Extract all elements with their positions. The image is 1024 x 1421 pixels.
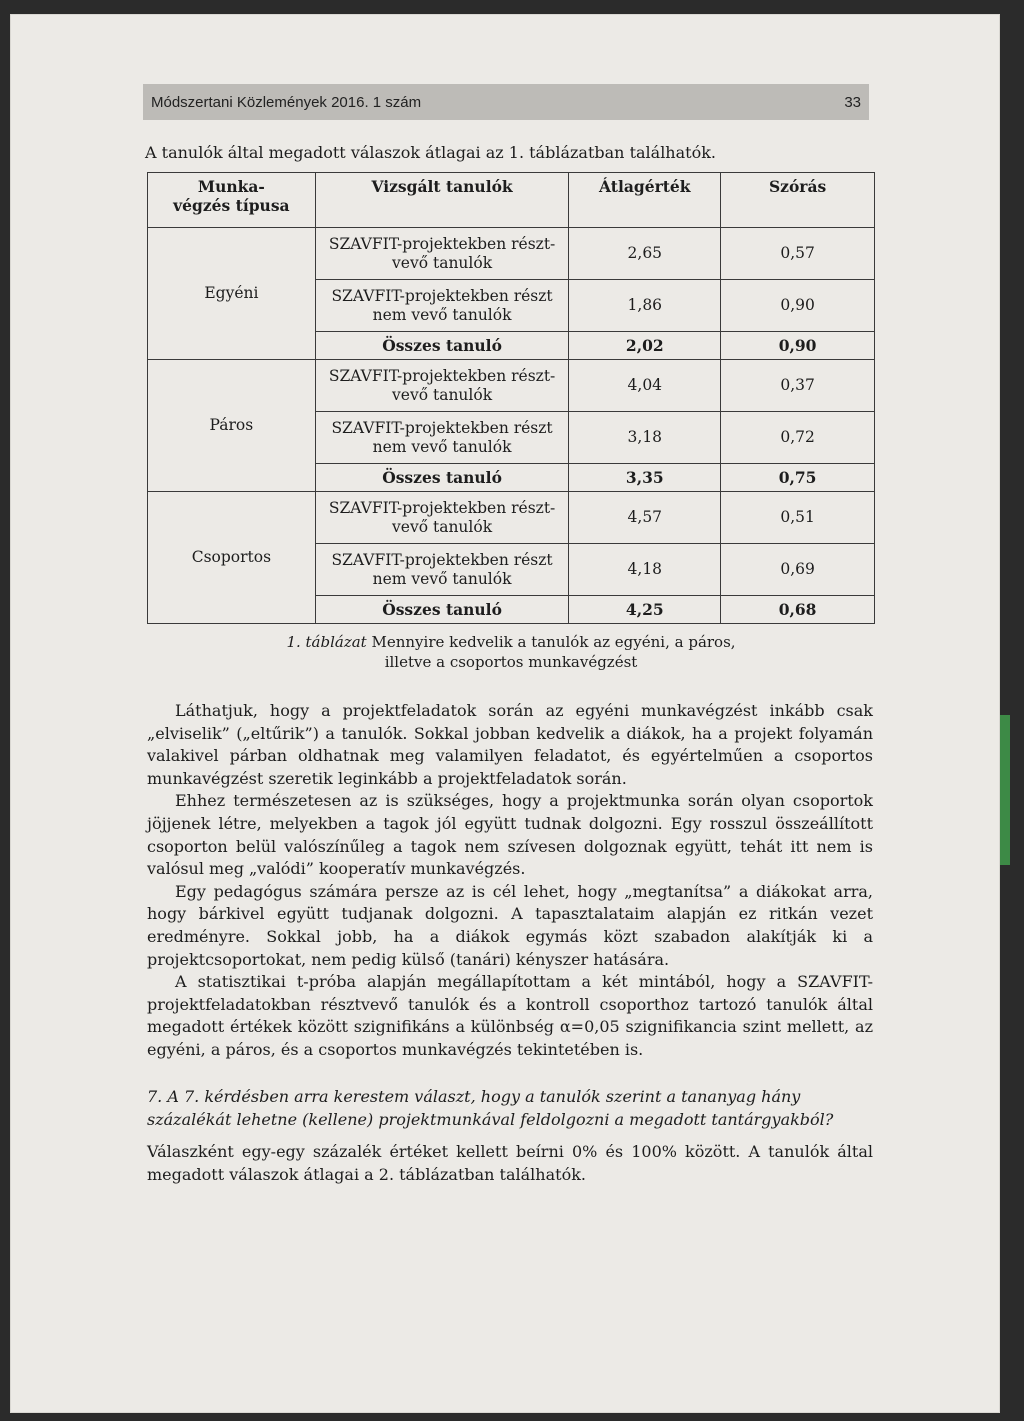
running-header [143, 84, 869, 120]
caption-label: 1. táblázat [286, 633, 367, 651]
caption-text: Mennyire kedvelik a tanulók az egyéni, a páros, [366, 633, 736, 651]
body-text [147, 700, 873, 1062]
total-label-cell: Összes tanuló [315, 332, 569, 360]
table-row [148, 492, 875, 544]
header-students: Vizsgált tanulók [315, 173, 569, 228]
answer-paragraph: Válaszként egy-egy százalék értéket kellett beírni 0% és 100% között. A tanulók által megadott válaszok átlagai a 2. táblázatban találhatók. [147, 1142, 873, 1184]
header-mean: Átlagérték [569, 173, 721, 228]
total-mean-cell: 2,02 [569, 332, 721, 360]
total-label-cell: Összes tanuló [315, 464, 569, 492]
sd-cell: 0,72 [721, 412, 875, 464]
caption-line-1 [147, 632, 875, 652]
caption-line-2: illetve a csoportos munkavégzést [384, 653, 638, 671]
total-sd-cell: 0,90 [721, 332, 875, 360]
work-type-cell: Egyéni [148, 228, 316, 360]
students-cell: SZAVFIT-projektekben részt nem vevő tanulók [315, 412, 569, 464]
sd-cell: 0,69 [721, 544, 875, 596]
students-cell: SZAVFIT-projektekben részt- vevő tanulók [315, 492, 569, 544]
mean-cell: 4,57 [569, 492, 721, 544]
header-work-type: Munka- végzés típusa [148, 173, 316, 228]
total-mean-cell: 4,25 [569, 596, 721, 624]
survey-question: 7. A 7. kérdésben arra kerestem választ, hogy a tanulók szerint a tananyag hány százalékát lehetne (kellene) projektmunkával feldolgozni a megadott tantárgyakból? [147, 1087, 834, 1129]
intro-sentence: A tanulók által megadott válaszok átlagai az 1. táblázatban találhatók. [145, 143, 716, 162]
mean-cell: 3,18 [569, 412, 721, 464]
students-cell: SZAVFIT-projektekben részt nem vevő tanulók [315, 280, 569, 332]
paragraph: Egy pedagógus számára persze az is cél lehet, hogy „megtanítsa” a diákokat arra, hogy bárkivel együtt tudjanak dolgozni. A tapasztalataim alapján ez ritkán vezet eredményre. Sokkal jobb, ha a diákok egymás közt szabadon alakítják ki a projektcsoportokat, nem pedig külső (tanári) kényszer hatására. [147, 881, 873, 969]
students-cell: SZAVFIT-projektekben részt nem vevő tanulók [315, 544, 569, 596]
table-header-row [148, 173, 875, 228]
total-mean-cell: 3,35 [569, 464, 721, 492]
mean-cell: 1,86 [569, 280, 721, 332]
students-cell: SZAVFIT-projektekben részt- vevő tanulók [315, 228, 569, 280]
sd-cell: 0,57 [721, 228, 875, 280]
total-sd-cell: 0,68 [721, 596, 875, 624]
table-row [148, 360, 875, 412]
students-cell: SZAVFIT-projektekben részt- vevő tanulók [315, 360, 569, 412]
paragraph: A statisztikai t-próba alapján megállapítottam a két mintából, hogy a SZAVFIT-projektfeladatokban résztvevő tanulók és a kontroll csoporthoz tartozó tanulók által megadott értékek között szignifikáns a különbség α=0,05 szignifikancia szint mellett, az egyéni, a páros, és a csoportos munkavégzés tekintetében is. [147, 972, 873, 1059]
paragraph: Láthatjuk, hogy a projektfeladatok során az egyéni munkavégzést inkább csak „elviselik” („eltűrik”) a tanulók. Sokkal jobban kedvelik a diákok, ha a projekt folyamán valakivel párban oldhatnak meg valamilyen feladatot, és egyértelműen a csoportos munkavégzést szeretik leginkább a projektfeladatok során. [147, 701, 873, 788]
work-type-cell: Páros [148, 360, 316, 492]
sd-cell: 0,37 [721, 360, 875, 412]
total-label-cell: Összes tanuló [315, 596, 569, 624]
mean-cell: 4,04 [569, 360, 721, 412]
mean-cell: 4,18 [569, 544, 721, 596]
sd-cell: 0,90 [721, 280, 875, 332]
journal-title: Módszertani Közlemények 2016. 1 szám [151, 93, 422, 111]
paragraph: Ehhez természetesen az is szükséges, hogy a projektmunka során olyan csoportok jöjjenek létre, melyekben a tagok jól együtt tudnak dolgozni. Egy rosszul összeállított csoporton belül valószínűleg a tagok nem szívesen dolgoznak együtt, tehát itt nem is valósul meg „valódi” kooperatív munkavégzés. [147, 791, 873, 879]
page-edge-tab [1000, 715, 1010, 865]
mean-cell: 2,65 [569, 228, 721, 280]
header-sd: Szórás [721, 173, 875, 228]
page-number: 33 [844, 93, 861, 111]
table-caption [147, 632, 875, 672]
total-sd-cell: 0,75 [721, 464, 875, 492]
work-type-cell: Csoportos [148, 492, 316, 624]
sd-cell: 0,51 [721, 492, 875, 544]
results-table [147, 172, 875, 624]
table-row [148, 228, 875, 280]
